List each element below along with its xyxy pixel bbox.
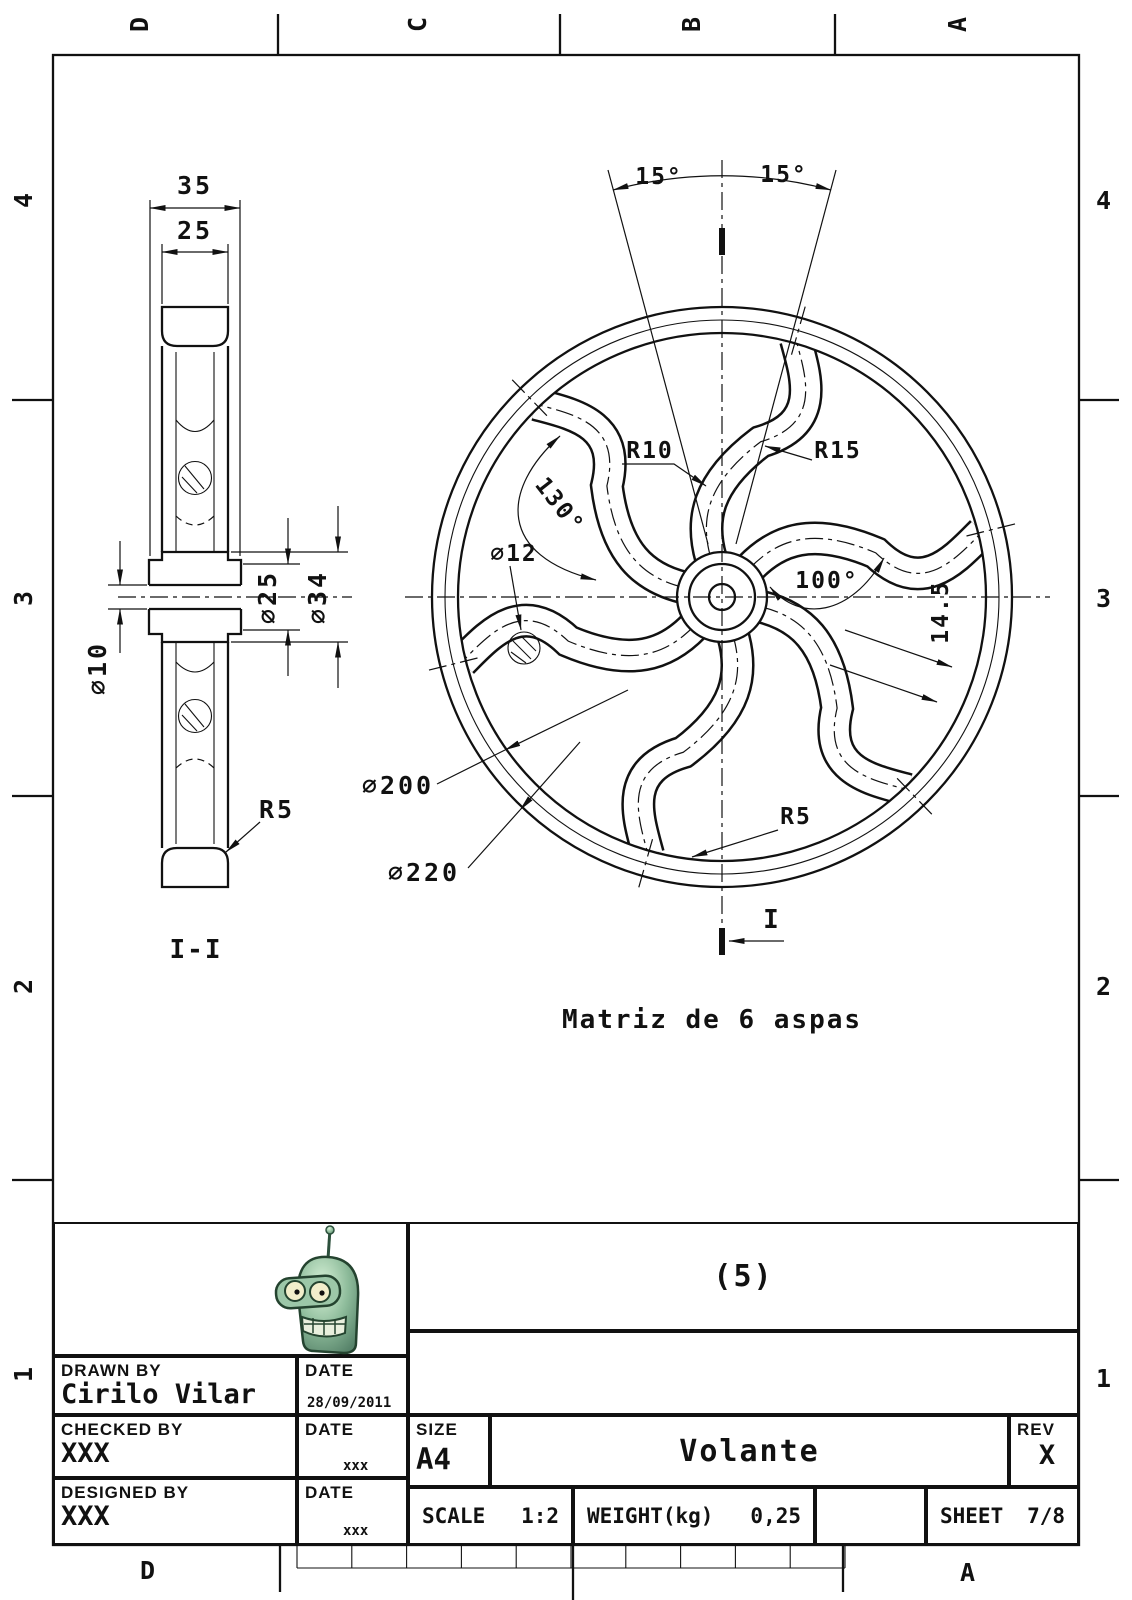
section-view [83, 171, 352, 965]
size-label: SIZE [416, 1420, 458, 1439]
blank-cell [815, 1487, 926, 1545]
designed-by-value: XXX [61, 1501, 110, 1532]
dim-angle-15-right: 15° [760, 162, 808, 188]
dim-dia-200: ∅200 [361, 771, 435, 800]
rev-value: X [1038, 1440, 1056, 1471]
zone-bottom-a: A [960, 1558, 976, 1587]
zone-top-a: A [943, 16, 973, 33]
drawn-by-label: DRAWN BY [61, 1361, 162, 1380]
dim-r5-front: R5 [780, 804, 812, 830]
item-number: (5) [713, 1259, 774, 1294]
checked-by-label: CHECKED BY [61, 1420, 184, 1439]
zone-right-4: 4 [1096, 186, 1112, 215]
scale-value: 1:2 [521, 1504, 559, 1528]
dim-dia-10: ∅10 [83, 640, 112, 696]
dim-width-25: 25 [176, 216, 214, 245]
drawn-date-value: 28/09/2011 [307, 1395, 392, 1411]
dim-r10: R10 [626, 438, 674, 464]
checked-date-label: DATE [305, 1420, 355, 1439]
sheet-value: 7/8 [1027, 1504, 1065, 1528]
weight-label: WEIGHT(kg) [587, 1504, 714, 1528]
designed-date-label: DATE [305, 1483, 355, 1502]
weight-cell [573, 1487, 815, 1545]
zone-top-b: B [677, 16, 707, 33]
item-number-cell [408, 1222, 1079, 1331]
zone-left-2: 2 [9, 978, 39, 995]
zone-right-1: 1 [1096, 1364, 1112, 1393]
drawing-note: Matriz de 6 aspas [561, 1005, 863, 1035]
size-cell [408, 1415, 490, 1487]
zone-left-3: 3 [9, 590, 39, 607]
rev-label: REV [1017, 1420, 1055, 1439]
designed-by-label: DESIGNED BY [61, 1483, 190, 1502]
sheet-label: SHEET [940, 1504, 1004, 1528]
logo-cell [53, 1222, 408, 1356]
dim-angle-100: 100° [795, 568, 859, 594]
drawing-title: Volante [679, 1433, 820, 1469]
scale-cell [408, 1487, 573, 1545]
drawn-by-cell [53, 1356, 297, 1415]
ruler-strip [297, 1545, 845, 1568]
dim-angle-15-left: 15° [635, 164, 683, 190]
checked-by-cell [53, 1415, 297, 1478]
designed-date-value: xxx [343, 1523, 369, 1539]
section-mark-top [719, 228, 725, 255]
empty-cell [408, 1331, 1079, 1415]
designed-date-cell [297, 1478, 408, 1545]
section-mark-label: I [763, 905, 781, 935]
zone-bottom-d: D [140, 1556, 156, 1585]
title-block [53, 1222, 1079, 1545]
title-cell [490, 1415, 1009, 1487]
bender-robot-head-icon [268, 1225, 378, 1357]
rev-cell [1009, 1415, 1079, 1487]
dim-dia-12: ∅12 [490, 541, 538, 567]
section-mark-bottom [719, 928, 725, 955]
dim-dia-220: ∅220 [387, 858, 461, 887]
dim-dia-34: ∅34 [303, 569, 332, 625]
zone-right-3: 3 [1096, 584, 1112, 613]
designed-by-cell [53, 1478, 297, 1545]
zone-top-d: D [125, 16, 155, 33]
dim-angle-130: 130° [529, 472, 589, 539]
dim-width-35: 35 [176, 171, 214, 200]
zone-right-2: 2 [1096, 972, 1112, 1001]
dim-r15: R15 [814, 438, 862, 464]
dim-r5-section: R5 [258, 795, 296, 824]
zone-left-4: 4 [9, 192, 39, 209]
drawn-date-cell [297, 1356, 408, 1415]
section-dimensions [83, 171, 348, 965]
zone-top-c: C [403, 16, 433, 33]
size-value: A4 [416, 1442, 451, 1476]
drawn-by-value: Cirilo Vilar [61, 1379, 257, 1410]
dim-dia-25: ∅25 [253, 569, 282, 625]
checked-date-value: xxx [343, 1458, 369, 1474]
sheet-cell [926, 1487, 1079, 1545]
dim-spoke-width: 14.5 [928, 580, 954, 644]
zone-left-1: 1 [9, 1366, 39, 1383]
checked-by-value: XXX [61, 1438, 110, 1469]
scale-label: SCALE [422, 1504, 486, 1528]
checked-date-cell [297, 1415, 408, 1478]
weight-value: 0,25 [750, 1504, 801, 1528]
flywheel-front-view [362, 160, 1050, 1035]
section-caption: I-I [169, 935, 223, 965]
drawn-date-label: DATE [305, 1361, 355, 1380]
